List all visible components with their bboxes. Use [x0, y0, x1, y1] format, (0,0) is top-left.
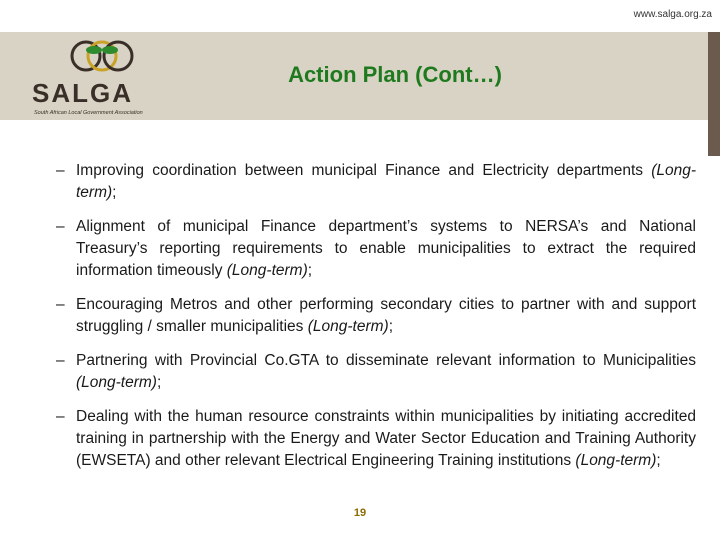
bullet-dash: –	[56, 296, 65, 313]
bullet-item	[56, 406, 696, 472]
page-number: 19	[353, 507, 367, 519]
bullet-term: (Long-term)	[575, 452, 657, 469]
bullet-term: (Long-term)	[76, 162, 696, 201]
bullet-term: (Long-term)	[307, 318, 389, 335]
bullet-item	[56, 216, 696, 282]
top-bar	[0, 0, 720, 32]
bullet-text: Alignment of municipal Finance department’s systems to NERSA’s and National Treasury’s reporting requirements to enable municipalities to extract the required information timeously	[76, 218, 696, 279]
bullet-term: (Long-term)	[76, 374, 157, 391]
bullet-tail: ;	[388, 318, 394, 335]
logo-text: SALGA	[32, 78, 133, 108]
slide-title: Action Plan (Cont…)	[288, 62, 502, 87]
bullet-tail: ;	[112, 184, 117, 201]
bullet-tail: ;	[156, 374, 162, 391]
bullet-dash: –	[56, 218, 65, 235]
bullet-item	[56, 350, 696, 394]
bullet-dash: –	[56, 162, 65, 179]
logo-subtitle: South African Local Government Association	[34, 110, 143, 116]
bullet-text: Improving coordination between municipal Finance and Electricity departments	[76, 162, 644, 179]
salga-logo	[28, 36, 188, 120]
bullet-tail: ;	[656, 452, 661, 469]
bullet-dash: –	[56, 408, 65, 425]
bullet-tail: ;	[307, 262, 313, 279]
bullet-dash: –	[56, 352, 65, 369]
bullet-term: (Long-term)	[226, 262, 308, 279]
bullet-text: Partnering with Provincial Co.GTA to disseminate relevant information to Municipalities	[76, 352, 696, 369]
side-accent-bar	[708, 32, 720, 156]
bullet-item	[56, 294, 696, 338]
bullet-list	[56, 160, 696, 484]
website-url[interactable]: www.salga.org.za	[633, 9, 712, 20]
bullet-item	[56, 160, 696, 204]
bullet-text: Encouraging Metros and other performing secondary cities to partner with and support struggling / smaller municipalities	[76, 296, 696, 335]
bullet-text: Dealing with the human resource constraints within municipalities by initiating accredited training in partnership with the Energy and Water Sector Education and Training Authority (EWSETA) and other relevant Electrical Engineering Training institutions	[76, 408, 696, 469]
logo-emblem-icon	[72, 42, 132, 70]
